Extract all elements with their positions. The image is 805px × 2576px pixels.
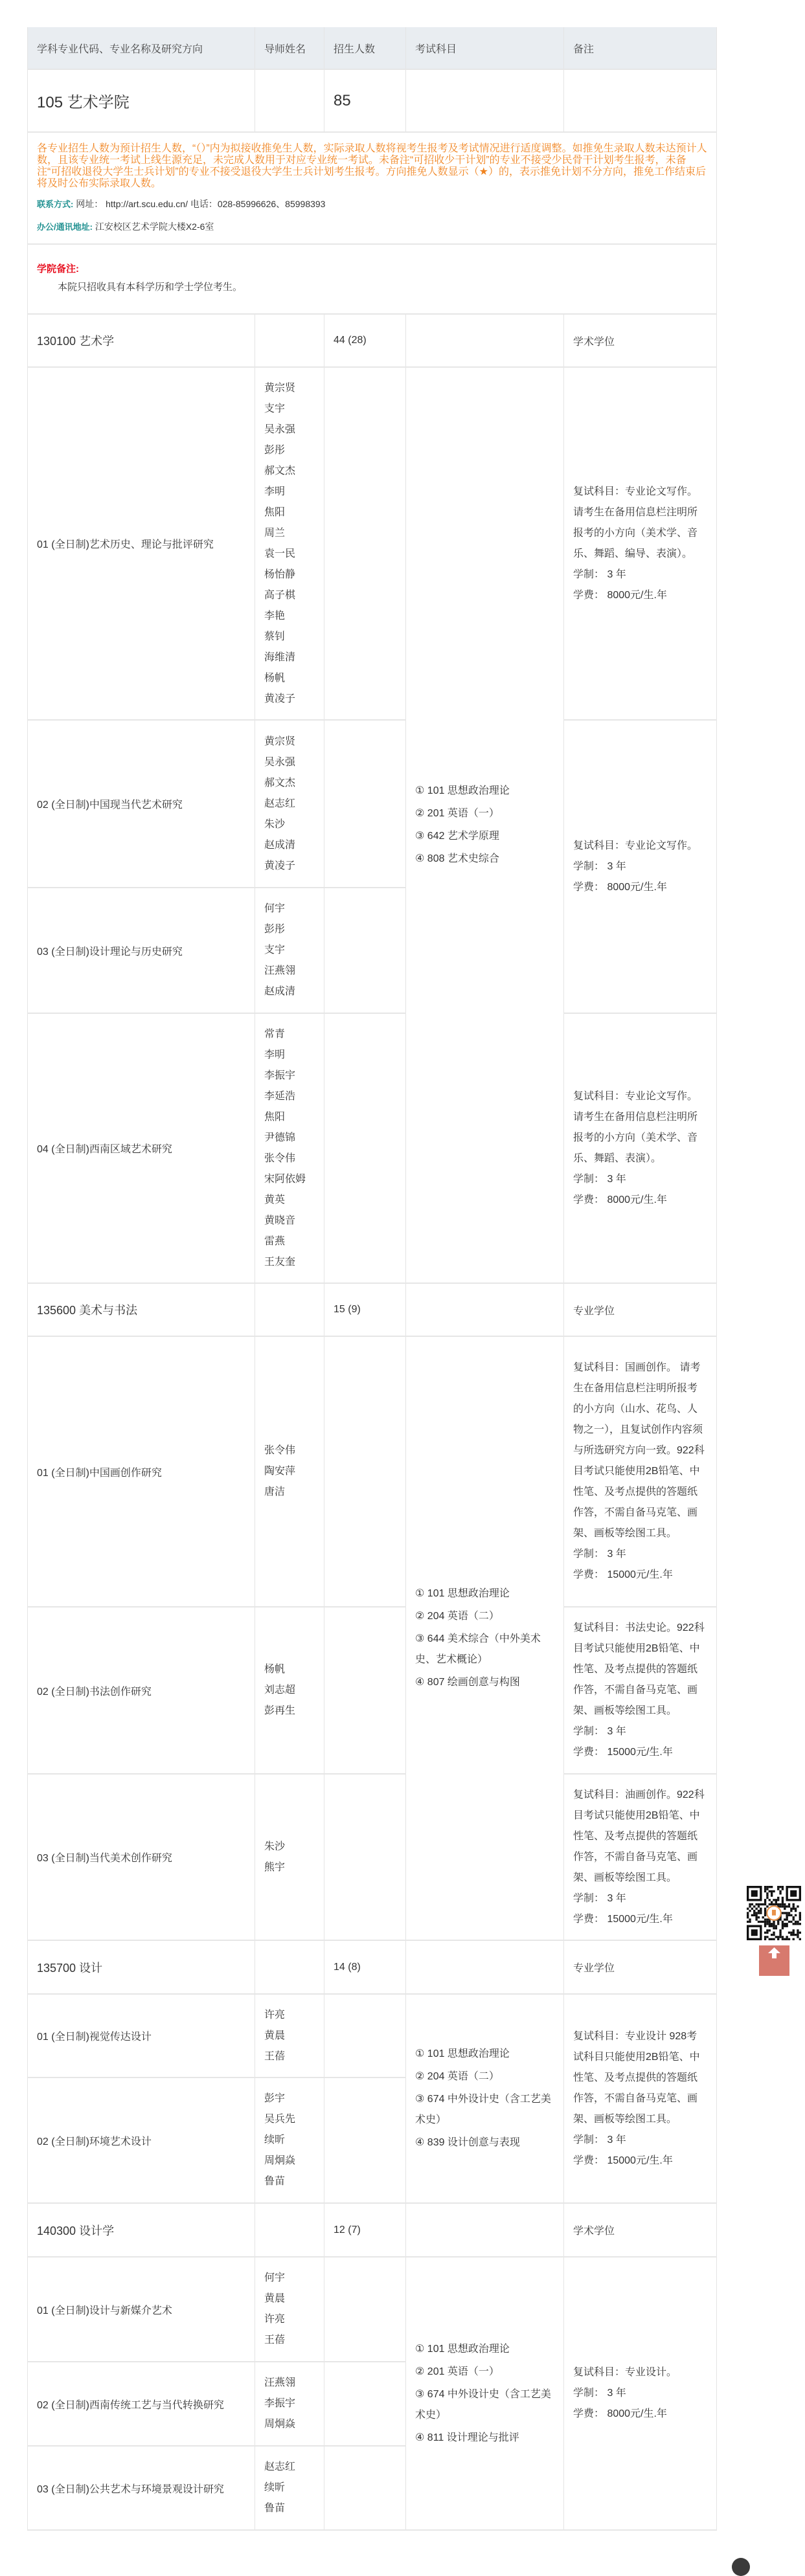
remark-text: 学费： 15000元/生.年 [573, 1913, 673, 1925]
supervisor-name: 焦阳 [264, 506, 286, 518]
remark-cell [564, 367, 717, 720]
exam-subject: ④ 808 艺术史综合 [415, 853, 499, 864]
direction-count-cell [324, 2446, 406, 2530]
table-header-row [28, 27, 717, 69]
supervisor-name: 海维清 [264, 651, 296, 663]
header-supervisor: 导师姓名 [255, 27, 324, 69]
supervisor-list [255, 1994, 324, 2078]
notice-cell [28, 132, 717, 244]
remark-text: 学费： 15000元/生.年 [573, 1569, 673, 1580]
supervisor-name: 彭彤 [264, 444, 286, 456]
supervisor-name: 焦阳 [264, 1111, 286, 1123]
supervisor-name: 许亮 [264, 2009, 286, 2021]
supervisor-name: 常青 [264, 1028, 286, 1040]
remark-text: 学费： 15000元/生.年 [573, 1747, 673, 1758]
supervisor-list [255, 2362, 324, 2446]
direction-count-cell [324, 2078, 406, 2203]
supervisor-name: 彭宇 [264, 2093, 286, 2104]
major-count: 15 (9) [324, 1283, 406, 1336]
supervisor-name: 李明 [264, 486, 286, 497]
address-line [37, 220, 707, 234]
remark-cell [564, 1774, 717, 1940]
exam-subject: ② 204 英语（二） [415, 2071, 499, 2082]
direction-count-cell [324, 720, 406, 888]
supervisor-name: 熊宇 [264, 1861, 286, 1873]
direction-name: 03 (全日制)公共艺术与环境景观设计研究 [28, 2446, 255, 2530]
direction-row [28, 1774, 717, 1940]
remark-text: 学制： 3 年 [573, 860, 626, 872]
major-supervisor-cell [255, 2203, 324, 2257]
supervisor-name: 王友奎 [264, 1256, 296, 1268]
header-enrollment: 招生人数 [324, 27, 406, 69]
arrow-up-icon [768, 1947, 780, 1958]
exam-subjects [406, 1336, 564, 1940]
remark-cell [564, 1994, 717, 2203]
supervisor-name: 黄宗贤 [264, 735, 296, 747]
exam-subjects [406, 1994, 564, 2203]
supervisor-name: 王蓓 [264, 2050, 286, 2062]
school-note-text: 本院只招收具有本科学历和学士学位考生。 [58, 282, 243, 293]
supervisor-list [255, 888, 324, 1013]
remark-text: 复试科目：国画创作。 请考生在备用信息栏注明所报考的小方向（山水、花鸟、人物之一），且复试创作内容须与所选研究方向一致。922科目考试只能使用2B铅笔、中性笔、及考点提供的答题纸作答，不需自备马克笔、画架、画板等绘图工具。 [573, 1362, 705, 1539]
remark-text: 学费： 15000元/生.年 [573, 2155, 673, 2166]
major-supervisor-cell [255, 314, 324, 367]
exam-subjects [406, 2257, 564, 2530]
direction-count-cell [324, 1994, 406, 2078]
direction-name: 02 (全日制)书法创作研究 [28, 1607, 255, 1774]
supervisor-name: 雷燕 [264, 1235, 286, 1247]
remark-text: 学制： 3 年 [573, 1549, 626, 1560]
direction-count-cell [324, 1336, 406, 1607]
supervisor-name: 续昕 [264, 2134, 286, 2145]
supervisor-name: 吴永强 [264, 756, 296, 768]
supervisor-list [255, 1013, 324, 1283]
supervisor-name: 郝文杰 [264, 777, 296, 789]
supervisor-name: 杨怡静 [264, 568, 296, 580]
direction-name: 01 (全日制)设计与新媒介艺术 [28, 2257, 255, 2362]
remark-text: 学费： 8000元/生.年 [573, 881, 667, 893]
exam-subject: ① 101 思想政治理论 [415, 2048, 510, 2059]
college-row [28, 69, 717, 132]
supervisor-name: 许亮 [264, 2314, 286, 2325]
major-exam-cell [406, 314, 564, 367]
major-count: 44 (28) [324, 314, 406, 367]
remark-text: 学制： 3 年 [573, 568, 626, 580]
supervisor-name: 朱沙 [264, 818, 286, 830]
supervisor-name: 高子棋 [264, 589, 296, 601]
supervisor-name: 赵志红 [264, 798, 296, 809]
supervisor-list [255, 720, 324, 888]
supervisor-name: 赵志红 [264, 2461, 296, 2472]
supervisor-name: 周炯焱 [264, 2419, 296, 2430]
direction-row [28, 1607, 717, 1774]
address-label: 办公/通讯地址: [37, 221, 93, 232]
direction-count-cell [324, 1607, 406, 1774]
remark-text: 学费： 8000元/生.年 [573, 1194, 667, 1205]
college-name: 105 艺术学院 [28, 69, 255, 132]
exam-subject: ① 101 思想政治理论 [415, 2343, 510, 2355]
supervisor-name: 黄英 [264, 1194, 286, 1205]
supervisor-name: 彭彤 [264, 924, 286, 935]
direction-count-cell [324, 1774, 406, 1940]
supervisor-name: 蔡钊 [264, 631, 286, 642]
supervisor-name: 黄晓音 [264, 1215, 296, 1226]
supervisor-name: 尹德锦 [264, 1132, 296, 1143]
remark-text: 学制： 3 年 [573, 1173, 626, 1185]
qr-code [747, 1886, 801, 1940]
supervisor-name: 鲁苗 [264, 2503, 286, 2514]
direction-name: 02 (全日制)中国现当代艺术研究 [28, 720, 255, 888]
exam-subjects [406, 367, 564, 1283]
supervisor-name: 李艳 [264, 610, 286, 622]
supervisor-name: 李振宇 [264, 2398, 296, 2409]
supervisor-name: 张令伟 [264, 1152, 296, 1164]
exam-subject: ③ 642 艺术学原理 [415, 831, 499, 842]
major-row [28, 314, 717, 367]
address-text: 江安校区艺术学院大楼X2-6室 [95, 221, 214, 232]
school-note-row [28, 244, 717, 314]
supervisor-name: 周炯焱 [264, 2155, 296, 2166]
supervisor-name: 吴永强 [264, 423, 296, 435]
remark-text: 学制： 3 年 [573, 2134, 626, 2145]
supervisor-name: 黄凌子 [264, 860, 296, 871]
supervisor-name: 何宇 [264, 903, 286, 914]
supervisor-name: 李振宇 [264, 1070, 296, 1081]
remark-text: 复试科目：专业论文写作。请考生在备用信息栏注明所报考的小方向（美术学、音乐、舞蹈、编导、表演）。 [573, 486, 698, 559]
direction-name: 03 (全日制)设计理论与历史研究 [28, 888, 255, 1013]
exam-subject: ① 101 思想政治理论 [415, 785, 510, 796]
direction-name: 01 (全日制)中国画创作研究 [28, 1336, 255, 1607]
major-row [28, 2203, 717, 2257]
direction-row [28, 367, 717, 720]
supervisor-name: 汪燕翎 [264, 2377, 296, 2388]
supervisor-list [255, 2446, 324, 2530]
remark-cell [564, 1336, 717, 1607]
supervisor-name: 黄晨 [264, 2293, 286, 2304]
supervisor-name: 宋阿依姆 [264, 1173, 306, 1185]
college-count: 85 [324, 69, 406, 132]
supervisor-name: 赵成清 [264, 839, 296, 851]
supervisor-list [255, 1607, 324, 1774]
header-major: 学科专业代码、专业名称及研究方向 [28, 27, 255, 69]
supervisor-list [255, 367, 324, 720]
remark-text: 学费： 8000元/生.年 [573, 2408, 667, 2419]
exam-subject: ① 101 思想政治理论 [415, 1588, 510, 1599]
direction-count-cell [324, 2362, 406, 2446]
exam-subject: ② 204 英语（二） [415, 1611, 499, 1622]
major-count: 14 (8) [324, 1940, 406, 1994]
contact-text[interactable]: 网址： http://art.scu.edu.cn/ 电话：028-85996626、85998393 [76, 198, 326, 209]
supervisor-name: 何宇 [264, 2272, 286, 2283]
direction-count-cell [324, 888, 406, 1013]
supervisor-name: 黄宗贤 [264, 382, 296, 394]
supervisor-name: 陶安萍 [264, 1466, 296, 1477]
school-note-cell [28, 244, 717, 314]
contact-line [37, 197, 707, 211]
direction-count-cell [324, 367, 406, 720]
major-degree-type: 专业学位 [564, 1940, 717, 1994]
major-title: 135700 设计 [28, 1940, 255, 1994]
supervisor-name: 鲁苗 [264, 2176, 286, 2187]
supervisor-list [255, 2257, 324, 2362]
exam-subject: ④ 839 设计创意与表现 [415, 2137, 520, 2148]
supervisor-list [255, 2078, 324, 2203]
remark-text: 学制： 3 年 [573, 1726, 626, 1737]
college-exam-cell [406, 69, 564, 132]
exam-subject: ④ 811 设计理论与批评 [415, 2432, 519, 2443]
major-title: 140300 设计学 [28, 2203, 255, 2257]
direction-row [28, 1336, 717, 1607]
supervisor-name: 袁一民 [264, 548, 296, 559]
college-supervisor-cell [255, 69, 324, 132]
exam-subject: ④ 807 绘画创意与构图 [415, 1677, 520, 1688]
remark-cell [564, 720, 717, 1013]
remark-text: 复试科目：专业论文写作。请考生在备用信息栏注明所报考的小方向（美术学、音乐、舞蹈、表演）。 [573, 1090, 698, 1164]
supervisor-name: 彭再生 [264, 1705, 296, 1716]
major-exam-cell [406, 1283, 564, 1336]
direction-row [28, 1013, 717, 1283]
notice-text: 各专业招生人数为预计招生人数，“（）”内为拟接收推免生人数，实际录取人数将视考生报考及考试情况进行适度调整。如推免生录取人数未达预计人数，且该专业统一考试上线生源充足，未完成人数用于对应专业统一考试。未备注“可招收少干计划”的专业不接受少民骨干计划考生报考，未备注“可招收退役大学生士兵计划”的专业不接受退役大学生士兵计划考生报考。方向推免人数显示（★）的，表示推免计划不分方向，推免工作结束后将及时公布实际录取人数。 [37, 142, 707, 189]
major-degree-type: 专业学位 [564, 1283, 717, 1336]
direction-name: 03 (全日制)当代美术创作研究 [28, 1774, 255, 1940]
supervisor-name: 朱沙 [264, 1841, 286, 1852]
remark-text: 学制： 3 年 [573, 1892, 626, 1904]
enrollment-plan-table [27, 27, 717, 2531]
supervisor-name: 汪燕翎 [264, 965, 296, 976]
major-row [28, 1283, 717, 1336]
remark-cell [564, 1607, 717, 1774]
supervisor-name: 吴兵先 [264, 2114, 296, 2125]
remark-text: 学费： 8000元/生.年 [573, 589, 667, 601]
direction-row [28, 2257, 717, 2362]
major-supervisor-cell [255, 1283, 324, 1336]
direction-count-cell [324, 2257, 406, 2362]
remark-text: 复试科目：书法史论。922科目考试只能使用2B铅笔、中性笔、及考点提供的答题纸作答，不需自备马克笔、画架、画板等绘图工具。 [573, 1622, 705, 1716]
school-note-label: 学院备注: [37, 263, 79, 274]
notice-row [28, 132, 717, 244]
supervisor-name: 支宇 [264, 945, 286, 956]
supervisor-name: 续昕 [264, 2482, 286, 2493]
supervisor-name: 王蓓 [264, 2335, 286, 2346]
supervisor-name: 黄凌子 [264, 693, 296, 704]
back-to-top-button[interactable] [759, 1945, 789, 1976]
supervisor-name: 李延浩 [264, 1090, 296, 1102]
supervisor-name: 周兰 [264, 527, 286, 539]
exam-subject: ③ 674 中外设计史（含工艺美术史） [415, 2094, 551, 2125]
exam-subject: ③ 674 中外设计史（含工艺美术史） [415, 2388, 551, 2421]
major-title: 130100 艺术学 [28, 314, 255, 367]
remark-text: 学制： 3 年 [573, 2388, 626, 2399]
contact-label: 联系方式: [37, 199, 74, 209]
supervisor-name: 黄晨 [264, 2030, 286, 2041]
supervisor-list [255, 1336, 324, 1607]
direction-name: 02 (全日制)西南传统工艺与当代转换研究 [28, 2362, 255, 2446]
supervisor-list [255, 1774, 324, 1940]
supervisor-name: 杨帆 [264, 672, 286, 684]
supervisor-name: 杨帆 [264, 1664, 286, 1675]
college-remark-cell [564, 69, 717, 132]
direction-name: 02 (全日制)环境艺术设计 [28, 2078, 255, 2203]
supervisor-name: 郝文杰 [264, 465, 296, 476]
remark-text: 复试科目：专业论文写作。 [573, 840, 698, 851]
supervisor-name: 张令伟 [264, 1445, 296, 1456]
major-degree-type: 学术学位 [564, 2203, 717, 2257]
supervisor-name: 唐洁 [264, 1486, 286, 1497]
direction-name: 01 (全日制)艺术历史、理论与批评研究 [28, 367, 255, 720]
remark-cell [564, 1013, 717, 1283]
remark-cell [564, 2257, 717, 2530]
supervisor-name: 支宇 [264, 403, 286, 414]
direction-row [28, 720, 717, 888]
supervisor-name: 李明 [264, 1049, 286, 1060]
major-degree-type: 学术学位 [564, 314, 717, 367]
exam-subject: ② 201 英语（一） [415, 808, 499, 819]
floating-circle-button[interactable] [732, 2558, 750, 2576]
direction-name: 01 (全日制)视觉传达设计 [28, 1994, 255, 2078]
exam-subject: ③ 644 美术综合（中外美术史、艺术概论） [415, 1633, 541, 1665]
major-exam-cell [406, 1940, 564, 1994]
supervisor-name: 赵成清 [264, 986, 296, 997]
major-supervisor-cell [255, 1940, 324, 1994]
major-row [28, 1940, 717, 1994]
header-remarks: 备注 [564, 27, 717, 69]
major-title: 135600 美术与书法 [28, 1283, 255, 1336]
remark-text: 复试科目：专业设计 928考试科目只能使用2B铅笔、中性笔、及考点提供的答题纸作答，不需自备马克笔、画架、画板等绘图工具。 [573, 2030, 700, 2125]
remark-text: 复试科目：油画创作。922科目考试只能使用2B铅笔、中性笔、及考点提供的答题纸作答，不需自备马克笔、画架、画板等绘图工具。 [573, 1789, 705, 1883]
direction-count-cell [324, 1013, 406, 1283]
remark-text: 复试科目：专业设计。 [573, 2367, 677, 2378]
exam-subject: ② 201 英语（一） [415, 2366, 499, 2377]
direction-row [28, 1994, 717, 2078]
header-exam-subjects: 考试科目 [406, 27, 564, 69]
major-exam-cell [406, 2203, 564, 2257]
direction-name: 04 (全日制)西南区域艺术研究 [28, 1013, 255, 1283]
supervisor-name: 刘志超 [264, 1685, 296, 1696]
major-count: 12 (7) [324, 2203, 406, 2257]
